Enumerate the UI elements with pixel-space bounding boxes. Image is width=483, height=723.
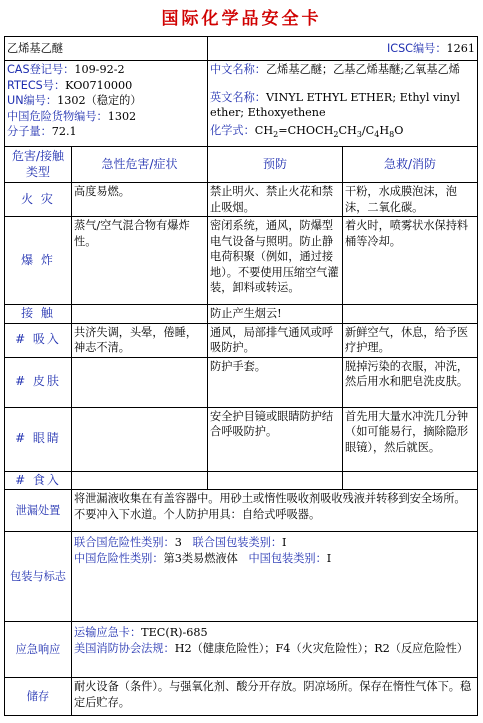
nfpa-code: 美国消防协会法规：H2（健康危险性）；F4（火灾危险性）；R2（反应危险性）	[74, 641, 469, 655]
row-packaging	[5, 532, 478, 622]
chinese-name: 中文名称：乙烯基乙醚；乙基乙烯基醚;乙氧基乙烯	[210, 63, 460, 76]
cell-prevention: 禁止明火、禁止火花和禁止吸烟。	[208, 183, 343, 217]
cell-aid: 干粉，水成膜泡沫，泡沫，二氧化碳。	[343, 183, 478, 217]
cell-hazard	[72, 407, 208, 471]
emergency-content	[72, 622, 478, 678]
row-label: 接 触	[5, 305, 72, 324]
rtecs-number: RTECS号：KO0710000	[7, 78, 133, 92]
cell-prevention: 防护手套。	[208, 357, 343, 407]
cell-aid: 脱掉污染的衣服，冲洗，然后用水和肥皂洗皮肤。	[343, 357, 478, 407]
cell-aid	[343, 305, 478, 324]
row-label: # 皮肤	[5, 357, 72, 407]
cas-number: CAS登记号：109-92-2	[7, 63, 125, 76]
cell-hazard: 高度易燃。	[72, 183, 208, 217]
row-spill	[5, 490, 478, 532]
name-bar	[5, 37, 478, 61]
spill-label: 泄漏处置	[5, 490, 72, 532]
row-contact	[5, 305, 478, 324]
row-label: 爆 炸	[5, 217, 72, 305]
packaging-label: 包装与标志	[5, 532, 72, 622]
row-label: 火 灾	[5, 183, 72, 217]
row-fire	[5, 183, 478, 217]
un-number: UN编号：1302（稳定的）	[7, 94, 142, 107]
chemical-formula: 化学式：$CH_2=CHOCH_2CH_3/C_4H_8O$	[210, 123, 404, 139]
row-explosion	[5, 217, 478, 305]
cell-hazard	[72, 471, 208, 490]
cell-aid	[343, 471, 478, 490]
packaging-content	[72, 532, 478, 622]
cell-aid: 首先用大量水冲洗几分钟（如可能易行，摘除隐形眼镜），然后就医。	[343, 407, 478, 471]
col-header-prevention: 预防	[208, 147, 343, 183]
spill-text: 将泄漏液收集在有盖容器中。用砂土或惰性吸收剂吸收残液并转移到安全场所。不要冲入下水道。个人防护用具：自给式呼吸器。	[72, 490, 478, 532]
emergency-label: 应急响应	[5, 622, 72, 678]
storage-label: 储存	[5, 678, 72, 716]
cell-prevention: 防止产生烟云!	[208, 305, 343, 324]
identifiers-row	[5, 61, 478, 147]
col-header-aid: 急救/消防	[343, 147, 478, 183]
row-label: # 食入	[5, 471, 72, 490]
molecular-weight: 分子量：72.1	[7, 125, 77, 138]
row-emergency	[5, 622, 478, 678]
row-label: # 吸入	[5, 323, 72, 357]
identifiers-right	[208, 61, 478, 147]
cell-prevention: 通风，局部排气通风或呼吸防护。	[208, 323, 343, 357]
english-name: 英文名称：VINYL ETHYL ETHER; Ethyl vinyl ether; Ethoxyethene	[210, 90, 461, 119]
cell-prevention	[208, 471, 343, 490]
cell-hazard	[72, 305, 208, 324]
storage-text: 耐火设备（条件）。与强氧化剂、酸分开存放。阴凉场所。保存在惰性气体下。稳定后贮存。	[72, 678, 478, 716]
un-classification: 联合国危险性类别：3 联合国包装类别：I	[74, 536, 287, 549]
cell-aid: 着火时，喷雾状水保持料桶等冷却。	[343, 217, 478, 305]
chemical-name: 乙烯基乙醚	[5, 37, 208, 61]
row-storage	[5, 678, 478, 716]
cell-prevention: 密闭系统，通风，防爆型电气设备与照明。防止静电荷积聚（例如，通过接地）。不要使用压缩空气灌装，卸料或转运。	[208, 217, 343, 305]
cell-hazard: 蒸气/空气混合物有爆炸性。	[72, 217, 208, 305]
cn-classification: 中国危险性类别：第3类易燃液体 中国包装类别：I	[74, 551, 332, 565]
cell-hazard: 共济失调，头晕，倦睡，神志不清。	[72, 323, 208, 357]
identifiers-left	[5, 61, 208, 147]
icsc-number: ICSC编号：1261	[208, 37, 478, 61]
row-ingestion	[5, 471, 478, 490]
cell-prevention: 安全护目镜或眼睛防护结合呼吸防护。	[208, 407, 343, 471]
row-eyes	[5, 407, 478, 471]
transport-card: 运输应急卡：TEC(R)-685	[74, 626, 208, 639]
col-header-type: 危害/接触类型	[5, 147, 72, 183]
row-skin	[5, 357, 478, 407]
col-header-hazard: 急性危害/症状	[72, 147, 208, 183]
cell-aid: 新鲜空气，休息，给予医疗护理。	[343, 323, 478, 357]
card-title: 国际化学品安全卡	[161, 9, 322, 29]
column-header-row	[5, 147, 478, 183]
safety-card-table	[4, 36, 478, 716]
cell-hazard	[72, 357, 208, 407]
cn-danger-number: 中国危险货物编号：1302	[7, 109, 137, 123]
row-label: # 眼睛	[5, 407, 72, 471]
row-inhalation	[5, 323, 478, 357]
